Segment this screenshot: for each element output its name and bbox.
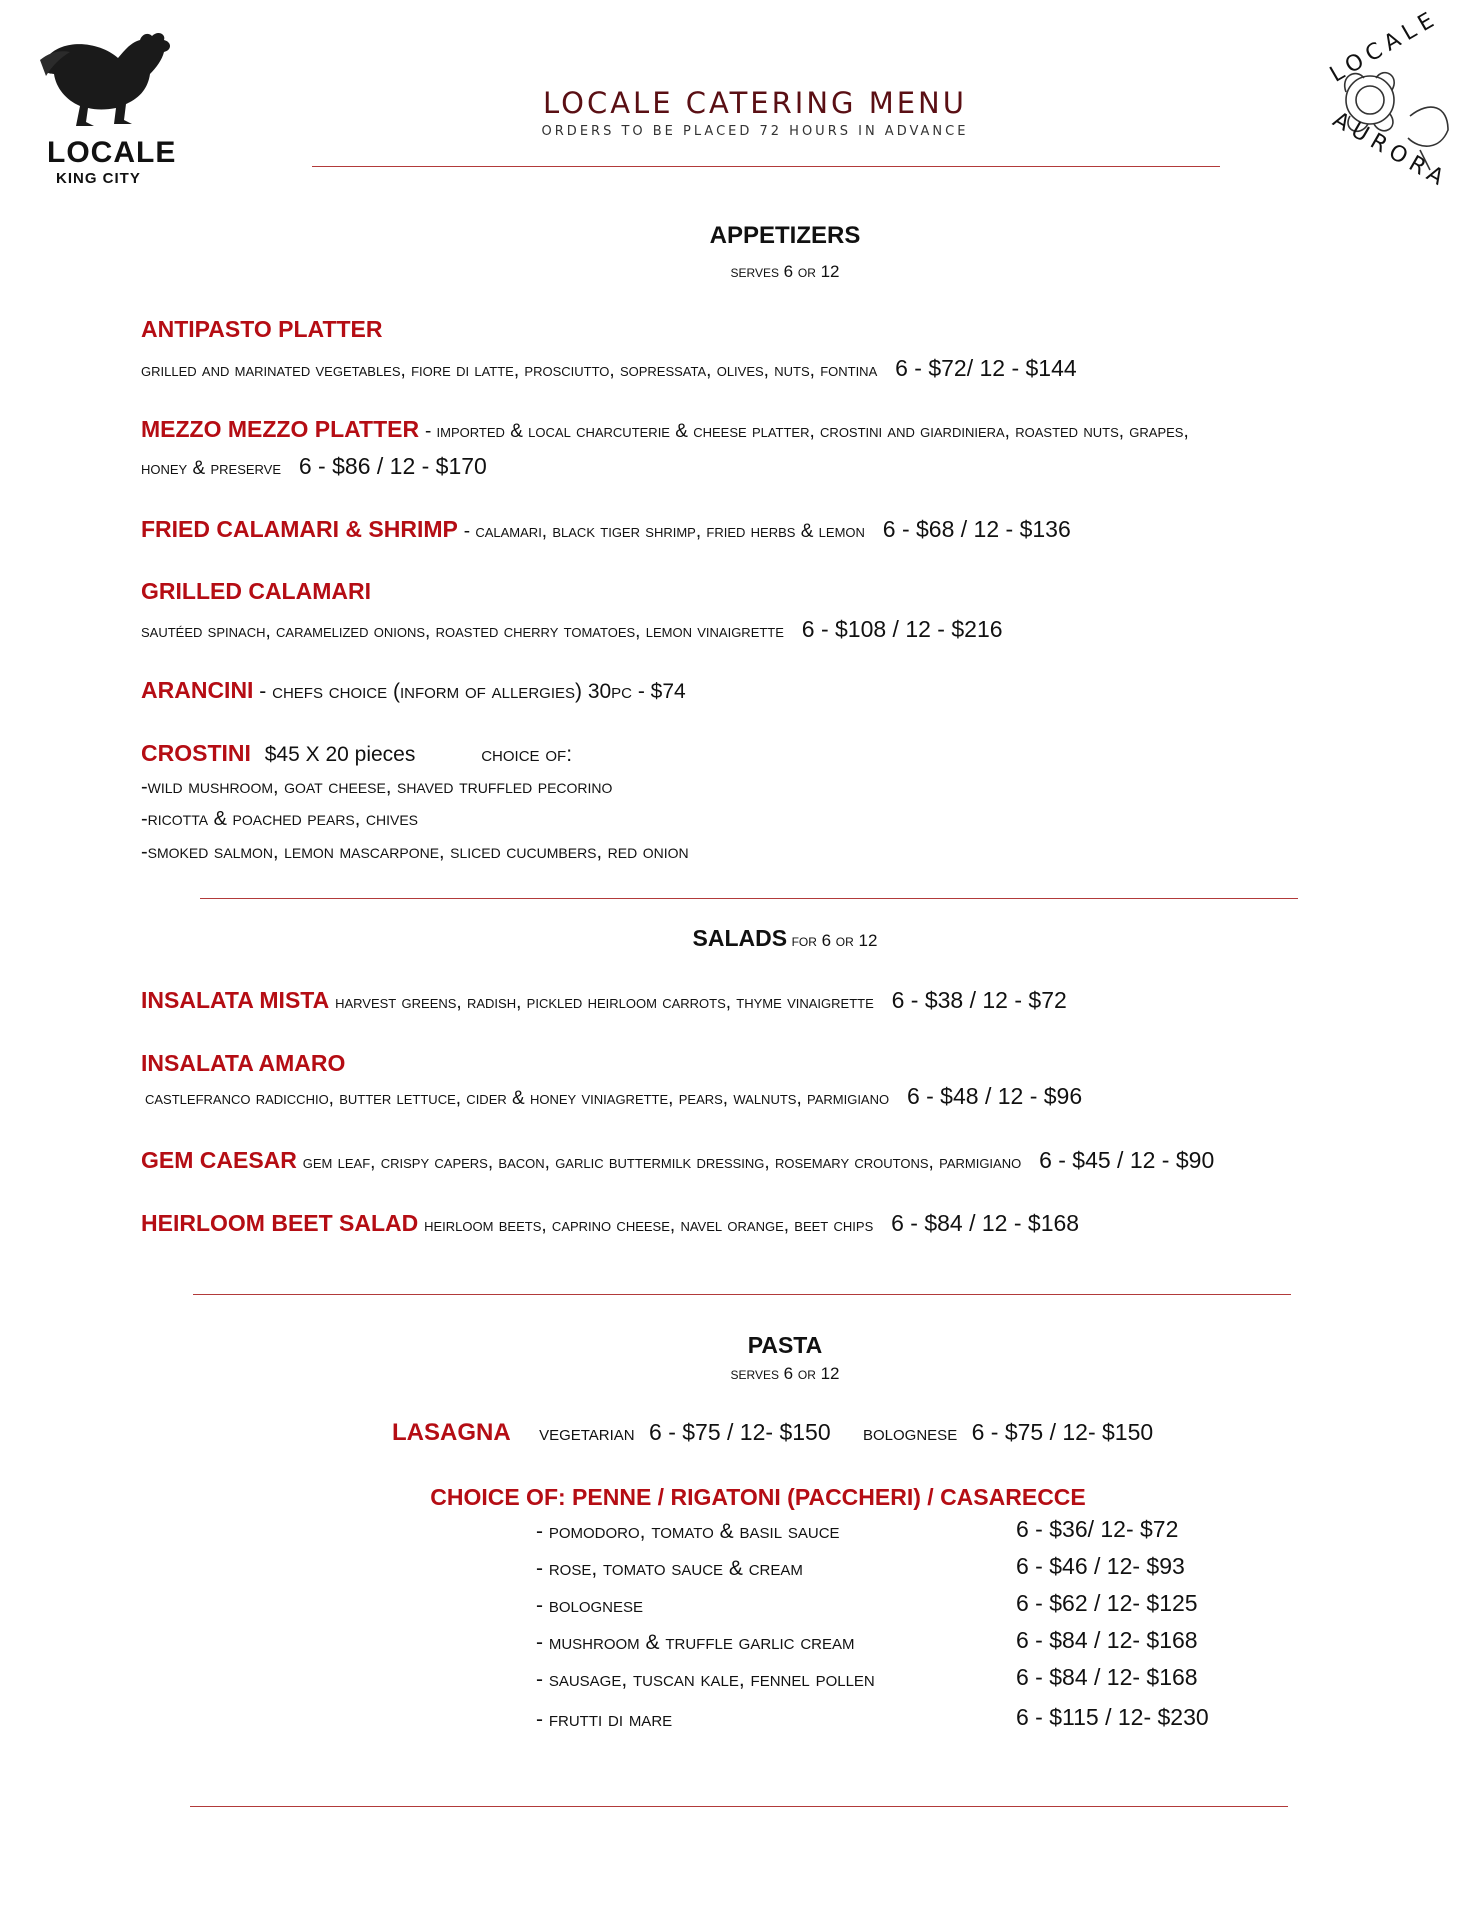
menu-item (141, 514, 1071, 547)
pasta-option-price: 6 - $62 / 12- $125 (1016, 1590, 1198, 1616)
pasta-heading: PASTA (747, 1332, 823, 1358)
pasta-option: - pomodoro, tomato & basil sauce (536, 1520, 840, 1543)
item-name: GRILLED CALAMARI (141, 578, 371, 604)
salads-suffix: for 6 or 12 (791, 931, 878, 950)
appetizers-serves: serves 6 or 12 (730, 262, 840, 281)
item-price: 6 - $72/ 12 - $144 (895, 355, 1077, 381)
item-price: 6 - $38 / 12 - $72 (891, 987, 1067, 1013)
item-name: INSALATA MISTA (141, 987, 330, 1013)
pasta-option-price: 6 - $115 / 12- $230 (1016, 1704, 1209, 1730)
menu-item (141, 675, 686, 707)
item-price: 6 - $86 / 12 - $170 (298, 453, 487, 479)
item-desc: sautéed spinach, caramelized onions, roasted cherry tomatoes, lemon vinaigrette (141, 621, 784, 642)
pasta-option-price: 6 - $46 / 12- $93 (1016, 1553, 1185, 1579)
menu-item (141, 985, 1067, 1018)
menu-item (141, 1145, 1214, 1178)
lasagna-bol-label: bolognese (863, 1422, 958, 1445)
item-price: 6 - $108 / 12 - $216 (801, 616, 1003, 642)
pasta-option-price: 6 - $36/ 12- $72 (1016, 1516, 1179, 1542)
item-desc: heirloom beets, caprino cheese, navel orange, beet chips (424, 1215, 874, 1236)
lasagna-name: LASAGNA (392, 1419, 511, 1446)
menu-item-detail (141, 451, 487, 484)
header-divider (312, 166, 1220, 167)
item-desc: - imported & local charcuterie & cheese platter, crostini and giardiniera, roasted nuts, grapes, (424, 421, 1189, 442)
page-subtitle: ORDERS TO BE PLACED 72 HOURS IN ADVANCE (541, 124, 969, 139)
item-name: HEIRLOOM BEET SALAD (141, 1210, 419, 1236)
logo-right-top: LOCALE (1325, 5, 1444, 88)
pasta-option: - mushroom & truffle garlic cream (536, 1631, 855, 1654)
item-desc-2: honey & preserve (141, 458, 282, 479)
item-name: INSALATA AMARO (141, 1050, 346, 1076)
item-price: 6 - $84 / 12 - $168 (891, 1210, 1080, 1236)
pasta-choice-title: CHOICE OF: PENNE / RIGATONI (PACCHERI) / CASARECCE (430, 1484, 1086, 1510)
lasagna-veg-label: vegetarian (539, 1422, 635, 1445)
pasta-option-price: 6 - $84 / 12- $168 (1016, 1664, 1198, 1690)
pasta-option: - sausage, tuscan kale, fennel pollen (536, 1668, 875, 1691)
item-name: ANTIPASTO PLATTER (141, 316, 383, 342)
logo-left-city: KING CITY (56, 170, 141, 187)
logo-right (1280, 5, 1460, 194)
pasta-option: - bolognese (536, 1594, 644, 1617)
menu-item (141, 314, 383, 346)
menu-item (141, 576, 371, 608)
menu-item (141, 1208, 1079, 1241)
item-desc: castlefranco radicchio, butter lettuce, cider & honey viniagrette, pears, walnuts, parmigiano (145, 1088, 890, 1109)
menu-item-detail (141, 614, 1003, 647)
item-name: MEZZO MEZZO PLATTER (141, 416, 420, 442)
lasagna-bol-price: 6 - $75 / 12- $150 (971, 1419, 1154, 1445)
salads-heading-row (0, 925, 1484, 952)
salads-heading: SALADS (692, 925, 788, 951)
pasta-option-price: 6 - $84 / 12- $168 (1016, 1627, 1198, 1653)
crostini-price: $45 X 20 pieces (264, 743, 416, 766)
section-divider (200, 898, 1298, 899)
menu-item (141, 1048, 345, 1080)
crostini-item (141, 738, 572, 770)
lasagna-row (392, 1419, 1153, 1447)
crostini-choice: choice of: (481, 743, 573, 766)
item-price: 6 - $48 / 12 - $96 (906, 1083, 1083, 1109)
item-desc: gem leaf, crispy capers, bacon, garlic buttermilk dressing, rosemary croutons, parmigiano (302, 1152, 1022, 1173)
item-desc: grilled and marinated vegetables, fiore di latte, prosciutto, sopressata, olives, nuts, fontina (141, 360, 878, 381)
item-desc: - chefs choice (inform of allergies) 30pc - $74 (259, 680, 686, 703)
crostini-option: -ricotta & poached pears, chives (141, 808, 419, 830)
section-divider (190, 1806, 1288, 1807)
item-desc: harvest greens, radish, pickled heirloom carrots, thyme vinaigrette (335, 992, 874, 1013)
section-divider (193, 1294, 1291, 1295)
item-desc: - calamari, black tiger shrimp, fried herbs & lemon (463, 521, 865, 542)
item-price: 6 - $68 / 12 - $136 (882, 516, 1071, 542)
pasta-option: - rose, tomato sauce & cream (536, 1557, 803, 1580)
menu-item-detail (145, 1081, 1082, 1114)
item-name: GEM CAESAR (141, 1147, 297, 1173)
lasagna-veg-price: 6 - $75 / 12- $150 (649, 1419, 831, 1445)
logo-left-name: LOCALE (47, 136, 177, 169)
crostini-option: -wild mushroom, goat cheese, shaved truffled pecorino (141, 776, 613, 798)
item-name: CROSTINI (141, 740, 251, 766)
crostini-option: -smoked salmon, lemon mascarpone, sliced cucumbers, red onion (141, 841, 689, 863)
item-name: ARANCINI (141, 677, 254, 703)
appetizers-heading: APPETIZERS (709, 222, 861, 249)
menu-item-detail (141, 353, 1077, 386)
pasta-serves: serves 6 or 12 (730, 1364, 840, 1383)
rooster-icon (30, 28, 180, 138)
item-price: 6 - $45 / 12 - $90 (1039, 1147, 1215, 1173)
item-name: FRIED CALAMARI & SHRIMP (141, 516, 458, 542)
menu-item (141, 414, 1189, 447)
logo-right-bottom: AURORA (1328, 107, 1453, 194)
page-title: LOCALE CATERING MENU (543, 86, 967, 120)
pasta-option: - frutti di mare (536, 1708, 673, 1731)
